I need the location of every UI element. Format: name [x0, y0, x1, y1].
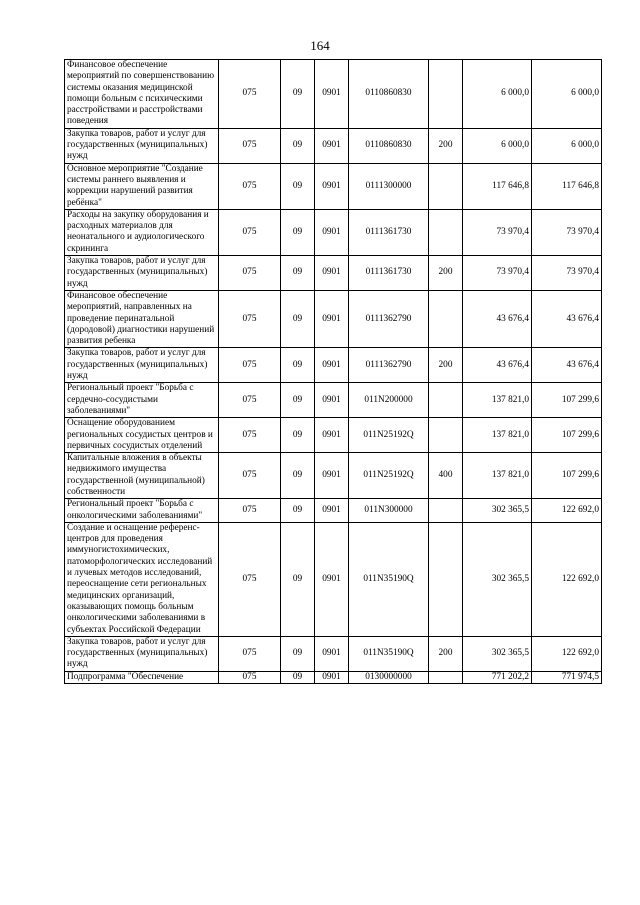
table-row: [65, 256, 602, 291]
cell-vr: [429, 418, 463, 453]
cell-sum-2: 73 970,4: [532, 209, 602, 255]
cell-sum-2: 6 000,0: [532, 60, 602, 129]
table-row: [65, 636, 602, 671]
cell-pr: 0901: [315, 522, 349, 636]
cell-ved: 075: [219, 418, 281, 453]
cell-ved: 075: [219, 453, 281, 499]
cell-rz: 09: [281, 418, 315, 453]
table-row: [65, 499, 602, 523]
table-row: [65, 348, 602, 383]
cell-vr: [429, 383, 463, 418]
cell-sum-2: 107 299,6: [532, 453, 602, 499]
cell-vr: [429, 60, 463, 129]
cell-name: Региональный проект "Борьба с онкологическими заболеваниями": [65, 499, 219, 523]
cell-vr: 200: [429, 636, 463, 671]
cell-vr: [429, 290, 463, 347]
cell-csr: 011N35190Q: [349, 636, 429, 671]
cell-name: Финансовое обеспечение мероприятий по совершенствованию системы оказания медицинской помощи больным с психическими расстройствами и расстройствами поведения: [65, 60, 219, 129]
cell-pr: 0901: [315, 383, 349, 418]
cell-ved: 075: [219, 60, 281, 129]
cell-rz: 09: [281, 256, 315, 291]
cell-sum-2: 73 970,4: [532, 256, 602, 291]
cell-sum-1: 302 365,5: [463, 522, 532, 636]
table-row: [65, 163, 602, 209]
cell-sum-1: 302 365,5: [463, 499, 532, 523]
cell-csr: 011N25192Q: [349, 453, 429, 499]
cell-ved: 075: [219, 128, 281, 163]
cell-sum-2: 107 299,6: [532, 418, 602, 453]
cell-pr: 0901: [315, 128, 349, 163]
cell-csr: 0111361730: [349, 256, 429, 291]
table-row: [65, 209, 602, 255]
cell-rz: 09: [281, 522, 315, 636]
cell-pr: 0901: [315, 671, 349, 683]
cell-sum-2: 107 299,6: [532, 383, 602, 418]
cell-name: Закупка товаров, работ и услуг для государственных (муниципальных) нужд: [65, 348, 219, 383]
cell-sum-2: 6 000,0: [532, 128, 602, 163]
cell-pr: 0901: [315, 499, 349, 523]
cell-ved: 075: [219, 671, 281, 683]
cell-rz: 09: [281, 671, 315, 683]
cell-csr: 0110860830: [349, 128, 429, 163]
table-row: [65, 522, 602, 636]
budget-table: [64, 59, 602, 684]
cell-vr: [429, 522, 463, 636]
cell-rz: 09: [281, 383, 315, 418]
cell-sum-1: 43 676,4: [463, 348, 532, 383]
cell-pr: 0901: [315, 636, 349, 671]
cell-pr: 0901: [315, 163, 349, 209]
cell-csr: 0110860830: [349, 60, 429, 129]
cell-sum-1: 43 676,4: [463, 290, 532, 347]
cell-csr: 0111362790: [349, 348, 429, 383]
cell-rz: 09: [281, 60, 315, 129]
table-row: [65, 453, 602, 499]
cell-sum-2: 43 676,4: [532, 290, 602, 347]
cell-rz: 09: [281, 348, 315, 383]
cell-name: Региональный проект "Борьба с сердечно-сосудистыми заболеваниями": [65, 383, 219, 418]
cell-vr: [429, 163, 463, 209]
cell-rz: 09: [281, 453, 315, 499]
cell-name: Закупка товаров, работ и услуг для государственных (муниципальных) нужд: [65, 636, 219, 671]
cell-sum-2: 122 692,0: [532, 522, 602, 636]
cell-sum-1: 6 000,0: [463, 128, 532, 163]
cell-csr: 0111362790: [349, 290, 429, 347]
cell-rz: 09: [281, 209, 315, 255]
cell-sum-1: 73 970,4: [463, 209, 532, 255]
cell-vr: 200: [429, 348, 463, 383]
table-row: [65, 418, 602, 453]
cell-sum-2: 122 692,0: [532, 636, 602, 671]
cell-vr: [429, 499, 463, 523]
cell-sum-1: 6 000,0: [463, 60, 532, 129]
cell-pr: 0901: [315, 60, 349, 129]
cell-rz: 09: [281, 499, 315, 523]
cell-pr: 0901: [315, 256, 349, 291]
cell-ved: 075: [219, 348, 281, 383]
cell-csr: 011N35190Q: [349, 522, 429, 636]
cell-name: Закупка товаров, работ и услуг для государственных (муниципальных) нужд: [65, 128, 219, 163]
cell-name: Расходы на закупку оборудования и расходных материалов для неонатального и аудиологического скрининга: [65, 209, 219, 255]
cell-name: Закупка товаров, работ и услуг для государственных (муниципальных) нужд: [65, 256, 219, 291]
cell-ved: 075: [219, 383, 281, 418]
cell-pr: 0901: [315, 418, 349, 453]
cell-vr: 200: [429, 128, 463, 163]
cell-rz: 09: [281, 636, 315, 671]
cell-ved: 075: [219, 499, 281, 523]
cell-sum-2: 771 974,5: [532, 671, 602, 683]
cell-csr: 0111361730: [349, 209, 429, 255]
table-row: [65, 290, 602, 347]
cell-sum-1: 117 646,8: [463, 163, 532, 209]
cell-pr: 0901: [315, 209, 349, 255]
cell-ved: 075: [219, 256, 281, 291]
cell-pr: 0901: [315, 348, 349, 383]
cell-ved: 075: [219, 163, 281, 209]
cell-name: Основное мероприятие "Создание системы раннего выявления и коррекции нарушений развития ребёнка": [65, 163, 219, 209]
cell-rz: 09: [281, 128, 315, 163]
cell-name: Подпрограмма "Обеспечение: [65, 671, 219, 683]
cell-sum-1: 302 365,5: [463, 636, 532, 671]
cell-sum-2: 117 646,8: [532, 163, 602, 209]
cell-sum-1: 771 202,2: [463, 671, 532, 683]
cell-sum-1: 137 821,0: [463, 453, 532, 499]
cell-csr: 011N200000: [349, 383, 429, 418]
cell-sum-1: 73 970,4: [463, 256, 532, 291]
cell-vr: [429, 209, 463, 255]
cell-csr: 0130000000: [349, 671, 429, 683]
cell-ved: 075: [219, 209, 281, 255]
cell-rz: 09: [281, 290, 315, 347]
cell-csr: 011N300000: [349, 499, 429, 523]
cell-vr: 200: [429, 256, 463, 291]
page-number: 164: [310, 38, 330, 53]
cell-name: Создание и оснащение референс-центров для проведения иммуногистохимических, патоморфологических исследований и лучевых методов исследований, переоснащение сети региональных медицинских организаций, оказывающих помощь больным онкологическими заболеваниями в субъектах Российской Федерации: [65, 522, 219, 636]
cell-sum-2: 43 676,4: [532, 348, 602, 383]
table-row: [65, 671, 602, 683]
cell-ved: 075: [219, 636, 281, 671]
table-row: [65, 383, 602, 418]
cell-rz: 09: [281, 163, 315, 209]
cell-ved: 075: [219, 290, 281, 347]
cell-pr: 0901: [315, 290, 349, 347]
cell-name: Капитальные вложения в объекты недвижимого имущества государственной (муниципальной) собственности: [65, 453, 219, 499]
cell-vr: 400: [429, 453, 463, 499]
cell-ved: 075: [219, 522, 281, 636]
cell-sum-1: 137 821,0: [463, 418, 532, 453]
cell-name: Финансовое обеспечение мероприятий, направленных на проведение перинатальной (дородовой) диагностики нарушений развития ребенка: [65, 290, 219, 347]
cell-csr: 0111300000: [349, 163, 429, 209]
cell-pr: 0901: [315, 453, 349, 499]
cell-name: Оснащение оборудованием региональных сосудистых центров и первичных сосудистых отделений: [65, 418, 219, 453]
cell-sum-1: 137 821,0: [463, 383, 532, 418]
cell-vr: [429, 671, 463, 683]
cell-csr: 011N25192Q: [349, 418, 429, 453]
cell-sum-2: 122 692,0: [532, 499, 602, 523]
table-row: [65, 128, 602, 163]
table-row: [65, 60, 602, 129]
